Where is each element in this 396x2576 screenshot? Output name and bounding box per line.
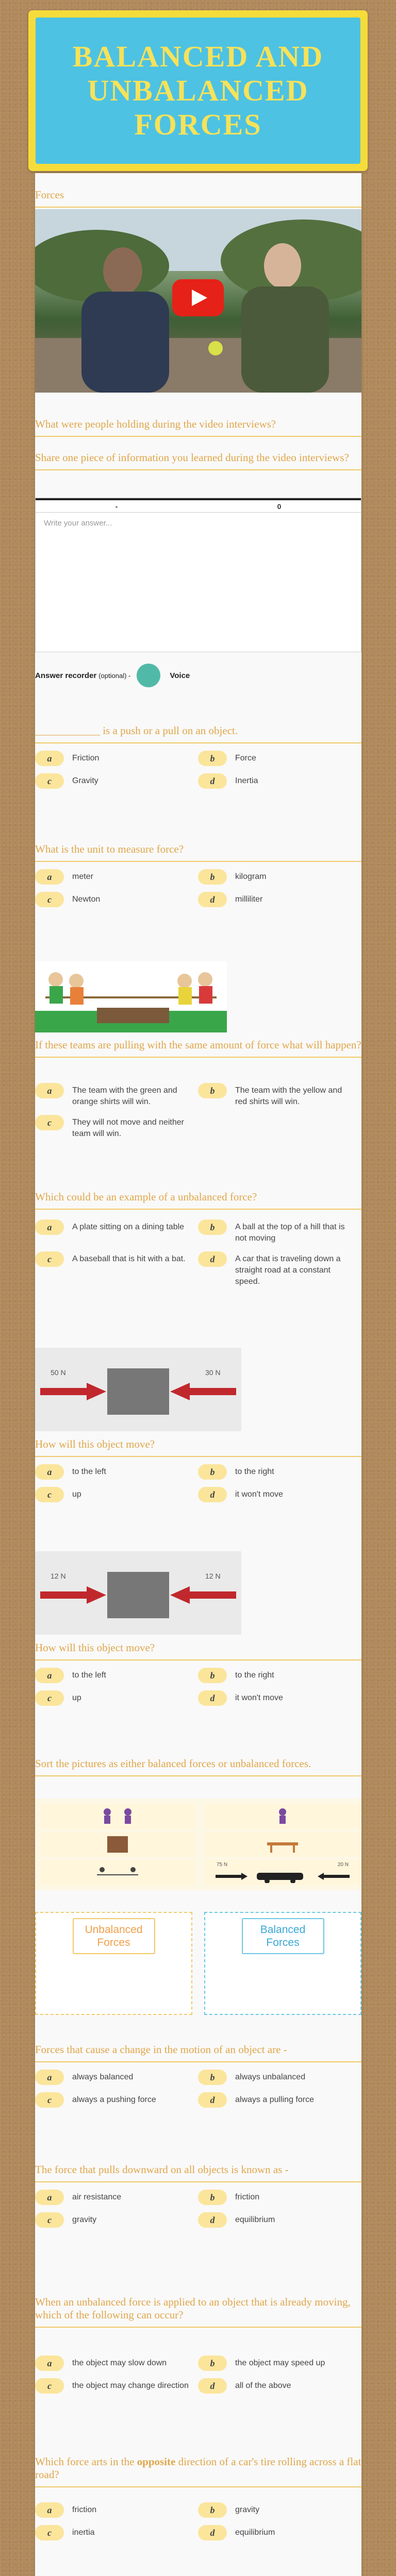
option-a[interactable]: [35, 1222, 198, 1244]
option-c[interactable]: [35, 1253, 198, 1287]
option-d[interactable]: [198, 2094, 361, 2108]
question-4: [35, 843, 361, 862]
option-a[interactable]: [35, 871, 198, 885]
question-11: [35, 2163, 361, 2182]
sort-tile-3[interactable]: [40, 1832, 195, 1857]
question-3-text: ____________ is a push or a pull on an object.: [35, 724, 238, 737]
option-text: friction: [235, 2193, 260, 2201]
tug-of-war-picture: [87, 1862, 148, 1883]
question-1: [35, 418, 361, 437]
option-c[interactable]: [35, 2094, 198, 2108]
question-8: [35, 1641, 361, 1660]
option-badge: c: [35, 1690, 64, 1706]
people-pushing-picture: [87, 1806, 148, 1826]
question-12-text: When an unbalanced force is applied to an object that is already moving, which of the following can occur?: [35, 2296, 351, 2321]
option-b[interactable]: [198, 2504, 361, 2518]
option-text: it won't move: [235, 1693, 283, 1702]
option-text: up: [72, 1490, 81, 1499]
option-text: inertia: [72, 2528, 95, 2537]
option-text: friction: [72, 2505, 97, 2514]
video-section-title: [35, 189, 361, 208]
option-a[interactable]: [35, 1670, 198, 1683]
option-badge: b: [198, 751, 227, 766]
option-badge: c: [35, 2212, 64, 2228]
option-b[interactable]: [198, 2358, 361, 2371]
option-text: always a pulling force: [235, 2095, 314, 2104]
option-badge: a: [35, 869, 64, 885]
option-text: The team with the yellow and red shirts will win.: [235, 1086, 342, 1106]
option-b[interactable]: [198, 1222, 361, 1244]
option-badge: d: [198, 1487, 227, 1502]
option-badge: d: [198, 892, 227, 907]
option-text: A plate sitting on a dining table: [72, 1223, 185, 1231]
car-right-force: 20 N: [337, 1862, 349, 1868]
option-badge: a: [35, 1668, 64, 1683]
option-badge: d: [198, 2378, 227, 2394]
force-diagram-2: [35, 1551, 241, 1635]
option-d[interactable]: [198, 1253, 361, 1287]
option-text: up: [72, 1693, 81, 1702]
unbalanced-label: Unbalanced Forces: [73, 1918, 155, 1954]
video-label: Forces: [35, 189, 64, 201]
q13-text-after: direction of a car's tire rolling across a flat road?: [35, 2455, 361, 2481]
option-badge: a: [35, 2355, 64, 2371]
tug-of-war-image: [35, 961, 227, 1032]
option-d[interactable]: [198, 1692, 361, 1706]
question-8-text: How will this object move?: [35, 1641, 155, 1654]
option-a[interactable]: [35, 1085, 198, 1108]
option-badge: d: [198, 773, 227, 789]
option-d[interactable]: [198, 2380, 361, 2394]
option-text: the object may change direction: [72, 2381, 189, 2390]
sort-tile-5[interactable]: [40, 1860, 195, 1885]
option-text: it won't move: [235, 1490, 283, 1499]
question-4-text: What is the unit to measure force?: [35, 843, 184, 855]
option-text: Newton: [72, 895, 101, 904]
force-diagram-1-svg: [35, 1348, 241, 1431]
option-b[interactable]: [198, 1085, 361, 1108]
sort-tile-1[interactable]: [40, 1804, 195, 1829]
option-text: Force: [235, 754, 256, 762]
table-picture: [252, 1834, 314, 1855]
option-badge: a: [35, 1219, 64, 1235]
question-13: [35, 2455, 361, 2487]
answer-editor[interactable]: [35, 498, 361, 652]
option-text: The team with the green and orange shirts will win.: [72, 1086, 177, 1106]
question-10-options: [35, 2072, 361, 2108]
question-5-text: If these teams are pulling with the same amount of force what will happen?: [35, 1039, 361, 1051]
play-button[interactable]: [172, 279, 224, 316]
option-c[interactable]: [35, 1117, 198, 1140]
question-6: [35, 1191, 361, 1210]
option-text: always balanced: [72, 2073, 134, 2081]
option-badge: c: [35, 2378, 64, 2394]
option-text: to the right: [235, 1671, 274, 1680]
option-badge: c: [35, 1487, 64, 1502]
option-d[interactable]: [198, 775, 361, 789]
car-left-force: 75 N: [217, 1862, 228, 1868]
question-12-options: [35, 2358, 361, 2394]
question-3: [35, 724, 361, 743]
option-badge: a: [35, 2070, 64, 2085]
option-text: always a pushing force: [72, 2095, 156, 2104]
option-badge: a: [35, 1083, 64, 1098]
option-d[interactable]: [198, 2527, 361, 2540]
right-force-label: 12 N: [205, 1572, 221, 1580]
option-badge: b: [198, 2070, 227, 2085]
sort-tile-2[interactable]: [205, 1804, 360, 1829]
right-force-label: 30 N: [205, 1368, 221, 1377]
option-text: to the left: [72, 1671, 106, 1680]
option-text: air resistance: [72, 2193, 122, 2201]
option-text: to the left: [72, 1467, 106, 1476]
option-a[interactable]: [35, 2192, 198, 2205]
question-1-text: What were people holding during the video interviews?: [35, 418, 276, 430]
option-badge: b: [198, 1083, 227, 1098]
question-7: [35, 1438, 361, 1457]
sort-tile-6[interactable]: [205, 1860, 360, 1885]
option-c[interactable]: [35, 775, 198, 789]
option-text: the object may speed up: [235, 2359, 325, 2367]
question-11-options: [35, 2192, 361, 2228]
recorder-optional: (optional) -: [98, 671, 131, 680]
option-text: all of the above: [235, 2381, 291, 2390]
option-text: They will not move and neither team will win.: [72, 1118, 184, 1138]
question-10-text: Forces that cause a change in the motion of an object are -: [35, 2043, 287, 2056]
option-badge: c: [35, 2092, 64, 2108]
recorder-label: Answer recorder: [35, 671, 97, 680]
car-forces-picture: [210, 1862, 355, 1883]
option-text: A baseball that is hit with a bat.: [72, 1255, 186, 1263]
page-title: BALANCED AND UNBALANCED FORCES: [72, 40, 324, 141]
toolbar-left[interactable]: -: [115, 502, 118, 511]
option-a[interactable]: [35, 2358, 198, 2371]
option-b[interactable]: [198, 1466, 361, 1480]
doorway-picture: [87, 1834, 148, 1855]
question-10: [35, 2043, 361, 2062]
option-badge: c: [35, 2525, 64, 2540]
question-9: [35, 1757, 361, 1776]
question-8-options: [35, 1670, 361, 1706]
option-a[interactable]: [35, 2504, 198, 2518]
option-badge: a: [35, 2502, 64, 2518]
option-text: Gravity: [72, 776, 98, 785]
answer-placeholder[interactable]: Write your answer...: [44, 519, 112, 528]
option-text: A ball at the top of a hill that is not moving: [235, 1223, 345, 1243]
option-d[interactable]: [198, 894, 361, 907]
option-badge: c: [35, 1251, 64, 1267]
question-11-text: The force that pulls downward on all objects is known as -: [35, 2163, 289, 2176]
header-inner: [36, 18, 360, 164]
option-text: Inertia: [235, 776, 258, 785]
option-c[interactable]: [35, 894, 198, 907]
voice-label: Voice: [170, 671, 190, 680]
question-7-text: How will this object move?: [35, 1438, 155, 1450]
option-text: equilibrium: [235, 2528, 275, 2537]
q13-text-before: Which force arts in the: [35, 2455, 137, 2468]
tug-of-war-illustration: [35, 961, 227, 1032]
question-2: [35, 451, 361, 470]
option-text: kilogram: [235, 872, 267, 881]
option-badge: c: [35, 892, 64, 907]
option-text: A car that is traveling down a straight road at a constant speed.: [235, 1255, 341, 1286]
video-player[interactable]: [35, 209, 361, 393]
question-5-options: [35, 1085, 361, 1140]
option-badge: b: [198, 2190, 227, 2205]
header-banner: [28, 10, 368, 171]
option-badge: d: [198, 2212, 227, 2228]
option-badge: d: [198, 1690, 227, 1706]
question-2-text: Share one piece of information you learned during the video interviews?: [35, 451, 349, 464]
option-a[interactable]: [35, 753, 198, 766]
option-badge: c: [35, 1115, 64, 1130]
option-badge: b: [198, 2355, 227, 2371]
option-text: the object may slow down: [72, 2359, 167, 2367]
option-badge: a: [35, 2190, 64, 2205]
option-badge: d: [198, 2525, 227, 2540]
option-b[interactable]: [198, 871, 361, 885]
option-text: equilibrium: [235, 2215, 275, 2224]
option-text: Friction: [72, 754, 100, 762]
option-a[interactable]: [35, 1466, 198, 1480]
question-6-options: [35, 1222, 361, 1287]
sort-pictures-area: [35, 1799, 361, 1890]
option-badge: b: [198, 1668, 227, 1683]
balanced-drop-zone[interactable]: [204, 1912, 361, 2015]
left-force-label: 12 N: [51, 1572, 66, 1580]
person-picture: [252, 1806, 314, 1826]
sort-tile-4[interactable]: [205, 1832, 360, 1857]
voice-record-button[interactable]: [137, 664, 160, 687]
option-badge: b: [198, 1464, 227, 1480]
unbalanced-drop-zone[interactable]: [35, 1912, 192, 2015]
option-c[interactable]: [35, 2214, 198, 2228]
option-text: always unbalanced: [235, 2073, 306, 2081]
q13-text-bold: opposite: [137, 2455, 176, 2468]
option-b[interactable]: [198, 2192, 361, 2205]
option-badge: b: [198, 2502, 227, 2518]
question-9-text: Sort the pictures as either balanced forces or unbalanced forces.: [35, 1757, 311, 1770]
option-badge: b: [198, 869, 227, 885]
left-force-label: 50 N: [51, 1368, 66, 1377]
question-7-options: [35, 1466, 361, 1502]
option-badge: c: [35, 773, 64, 789]
option-b[interactable]: [198, 1670, 361, 1683]
force-diagram-2-svg: [35, 1551, 241, 1635]
option-badge: a: [35, 1464, 64, 1480]
option-c[interactable]: [35, 1692, 198, 1706]
option-c[interactable]: [35, 2527, 198, 2540]
option-b[interactable]: [198, 2072, 361, 2085]
question-3-options: [35, 753, 361, 789]
force-diagram-1: [35, 1348, 241, 1431]
option-b[interactable]: [198, 753, 361, 766]
question-13-options: [35, 2504, 361, 2540]
question-4-options: [35, 871, 361, 907]
option-text: gravity: [235, 2505, 260, 2514]
question-13-text: [35, 2455, 361, 2481]
toolbar-right[interactable]: 0: [277, 502, 282, 511]
option-badge: d: [198, 2092, 227, 2108]
answer-recorder: [35, 664, 190, 687]
option-text: meter: [72, 872, 93, 881]
option-badge: b: [198, 1219, 227, 1235]
option-a[interactable]: [35, 2072, 198, 2085]
question-5: [35, 1039, 361, 1058]
question-6-text: Which could be an example of a unbalanced force?: [35, 1191, 257, 1203]
option-d[interactable]: [198, 2214, 361, 2228]
option-text: milliliter: [235, 895, 263, 904]
option-text: to the right: [235, 1467, 274, 1476]
option-text: gravity: [72, 2215, 97, 2224]
option-d[interactable]: [198, 1489, 361, 1502]
balanced-label: Balanced Forces: [242, 1918, 324, 1954]
option-badge: a: [35, 751, 64, 766]
option-c[interactable]: [35, 2380, 198, 2394]
question-12: [35, 2296, 361, 2328]
option-c[interactable]: [35, 1489, 198, 1502]
lesson-card: [35, 173, 361, 2576]
option-badge: d: [198, 1251, 227, 1267]
editor-toolbar: [36, 498, 361, 513]
